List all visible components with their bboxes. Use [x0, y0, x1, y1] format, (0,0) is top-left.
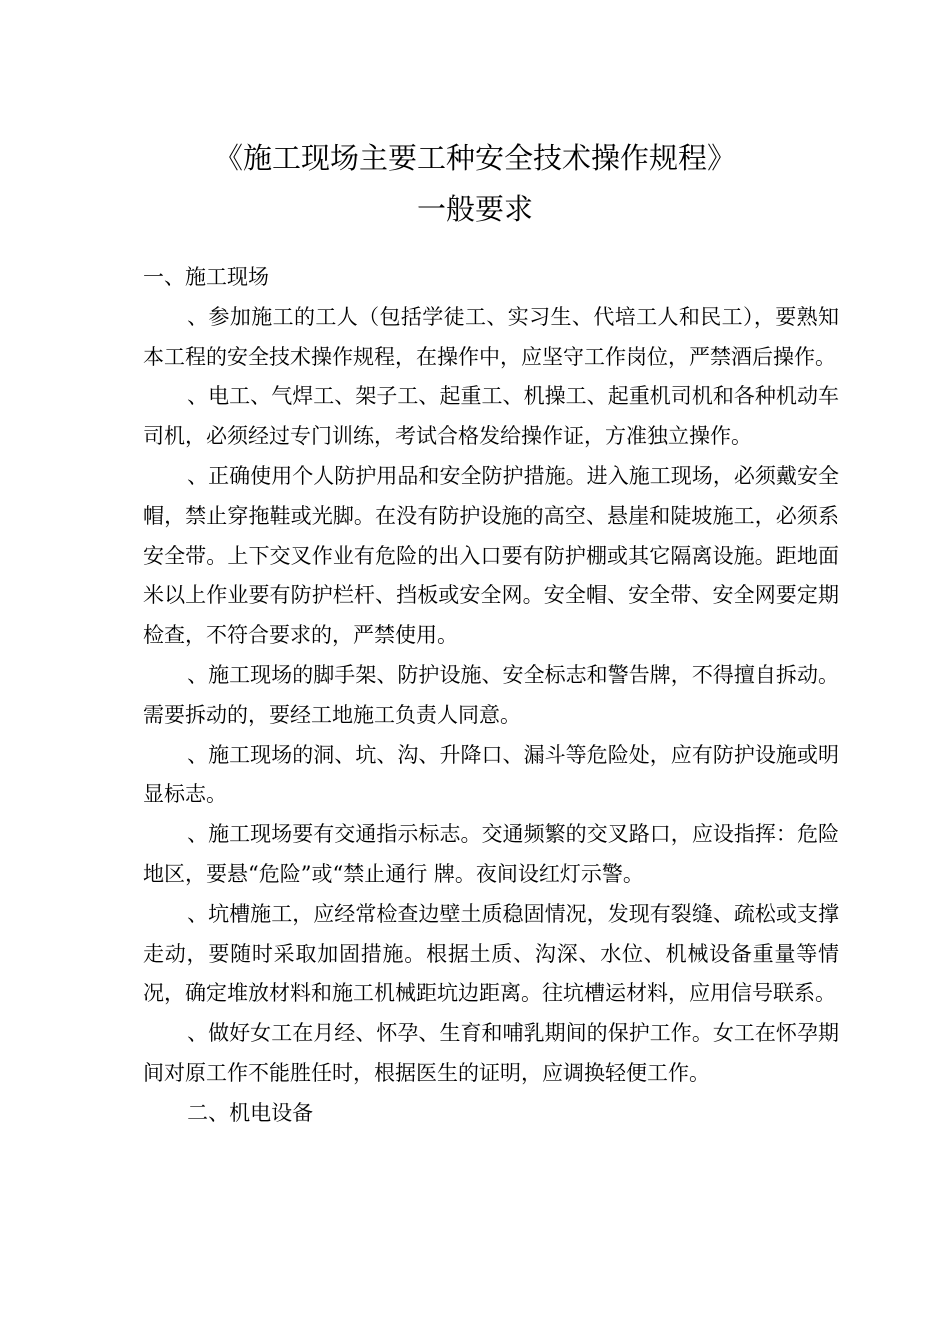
paragraph-item-2: 、电工、气焊工、架子工、起重工、机操工、起重机司机和各种机动车司机，必须经过专门训练，考试合格发给操作证，方准独立操作。 [143, 384, 839, 449]
paragraph-item-7: 、坑槽施工，应经常检查边壁土质稳固情况，发现有裂缝、疏松或支撑走动，要随时采取加固措施。根据土质、沟深、水位、机械设备重量等情况，确定堆放材料和施工机械距坑边距离。往坑槽运材料，应用信号联系。 [143, 901, 839, 1006]
paragraph-item-6: 、施工现场要有交通指示标志。交通频繁的交叉路口，应设指挥：危险地区，要悬“危险”或“禁止通行 牌。夜间设红灯示警。 [143, 822, 839, 886]
paragraph-item-5: 、施工现场的洞、坑、沟、升降口、漏斗等危险处，应有防护设施或明显标志。 [143, 742, 839, 807]
section-heading-electromechanical: 二、机电设备 [187, 1100, 314, 1125]
paragraph-item-3: 、正确使用个人防护用品和安全防护措施。进入施工现场，必须戴安全帽，禁止穿拖鞋或光脚。在没有防护设施的高空、悬崖和陡坡施工，必须系安全带。上下交叉作业有危险的出入口要有防护棚或其它隔离设施。距地面 米以上作业要有防护栏杆、挡板或安全网。安全帽、安全带、安全网要定期检查，不符合要求的，严禁使用。 [143, 463, 860, 648]
paragraph-item-8: 、做好女工在月经、怀孕、生育和哺乳期间的保护工作。女工在怀孕期间对原工作不能胜任时，根据医生的证明，应调换轻便工作。 [143, 1021, 839, 1085]
document-body [143, 258, 860, 1134]
paragraph-item-1: 、参加施工的工人（包括学徒工、实习生、代培工人和民工），要熟知本工程的安全技术操作规程，在操作中，应坚守工作岗位，严禁酒后操作。 [143, 304, 839, 369]
paragraph-item-4: 、施工现场的脚手架、防护设施、安全标志和警告牌，不得擅自拆动。需要拆动的，要经工地施工负责人同意。 [143, 662, 839, 727]
section-heading-construction-site: 一、施工现场 [143, 265, 269, 289]
document-title: 《施工现场主要工种安全技术操作规程》 [213, 141, 736, 175]
document-subtitle: 一般要求 [416, 192, 533, 226]
